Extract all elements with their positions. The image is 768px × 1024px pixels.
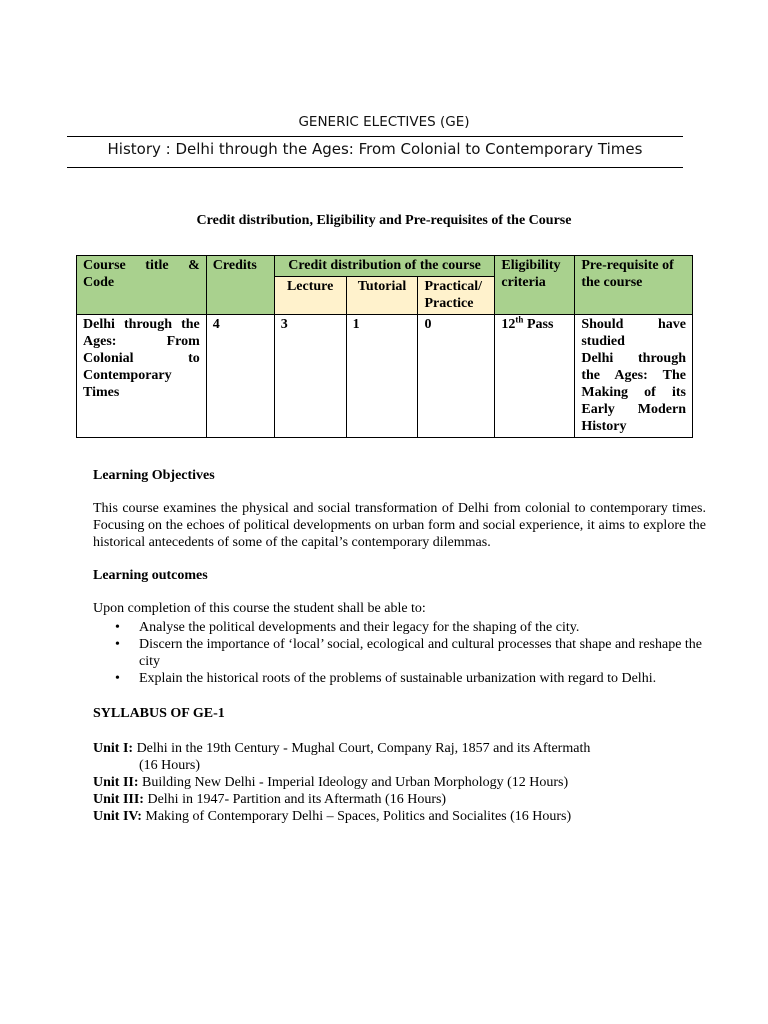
list-item <box>93 619 706 636</box>
unit-text: Delhi in 1947- Partition and its Aftermath (16 Hours) <box>143 792 447 807</box>
list-item <box>93 670 706 687</box>
course-heading: History : Delhi through the Ages: From Colonial to Contemporary Times <box>107 140 643 158</box>
prerequisite-line-1: Should have studied <box>581 317 686 349</box>
learning-outcomes-list <box>93 619 706 687</box>
cell-tutorial: 1 <box>346 315 418 438</box>
syllabus-unit-2 <box>93 774 706 791</box>
unit-text: Building New Delhi - Imperial Ideology and Urban Morphology (12 Hours) <box>138 775 569 790</box>
list-item <box>93 636 706 670</box>
cell-eligibility <box>495 315 575 438</box>
cell-prerequisite <box>575 315 693 438</box>
unit-hours: (16 Hours) <box>139 758 201 773</box>
eligibility-text: Pass <box>523 317 554 332</box>
learning-objectives-text: This course examines the physical and social transformation of Delhi from colonial to contemporary times. Focusing on the echoes of political developments on urban form and social experience, it aims to explore the historical antecedents of some of the capital’s contemporary dilemmas. <box>93 501 706 550</box>
cell-practical: 0 <box>418 315 495 438</box>
bullet-icon: • <box>115 637 120 652</box>
header-credits: Credits <box>206 256 274 315</box>
eligibility-number: 12 <box>501 317 516 332</box>
unit-text: Making of Contemporary Delhi – Spaces, Politics and Socialites (16 Hours) <box>141 809 572 824</box>
header-practical: Practical/ Practice <box>418 277 495 315</box>
credit-distribution-table <box>76 255 693 438</box>
table-row <box>77 315 693 438</box>
syllabus-heading: SYLLABUS OF GE-1 <box>93 706 225 721</box>
eligibility-superscript: th <box>515 314 524 325</box>
prerequisite-course: Delhi through the Ages: The Making of its Early Modern History <box>581 351 686 434</box>
syllabus-unit-3 <box>93 791 706 808</box>
syllabus-unit-1-hours <box>93 757 706 774</box>
cell-credits: 4 <box>206 315 274 438</box>
unit-label: Unit I: <box>93 741 134 756</box>
bullet-icon: • <box>115 620 120 635</box>
header-lecture: Lecture <box>274 277 346 315</box>
heading-top-rule <box>67 136 683 137</box>
header-eligibility: Eligibility criteria <box>495 256 575 315</box>
outcome-text: Explain the historical roots of the problems of sustainable urbanization with regard to Delhi. <box>139 671 657 686</box>
unit-label: Unit III: <box>93 792 144 807</box>
syllabus-unit-4 <box>93 808 706 825</box>
header-course-title: Course title & Code <box>77 256 207 315</box>
unit-label: Unit II: <box>93 775 139 790</box>
table-caption: Credit distribution, Eligibility and Pre-requisites of the Course <box>196 213 572 228</box>
page-heading: GENERIC ELECTIVES (GE) <box>298 114 470 130</box>
header-tutorial: Tutorial <box>346 277 418 315</box>
header-credit-distribution: Credit distribution of the course <box>274 256 495 277</box>
learning-objectives-heading: Learning Objectives <box>93 468 215 483</box>
cell-lecture: 3 <box>274 315 346 438</box>
header-prerequisite: Pre-requisite of the course <box>575 256 693 315</box>
unit-label: Unit IV: <box>93 809 142 824</box>
syllabus-unit-1 <box>93 740 706 757</box>
unit-text: Delhi in the 19th Century - Mughal Court, Company Raj, 1857 and its Aftermath <box>133 741 591 756</box>
heading-bottom-rule <box>67 167 683 168</box>
learning-outcomes-intro: Upon completion of this course the student shall be able to: <box>93 601 426 616</box>
outcome-text: Discern the importance of ‘local’ social, ecological and cultural processes that shape and reshape the city <box>139 637 703 669</box>
bullet-icon: • <box>115 671 120 686</box>
table-header-row <box>77 256 693 277</box>
learning-outcomes-heading: Learning outcomes <box>93 568 208 583</box>
cell-course-title: Delhi through the Ages: From Colonial to Contemporary Times <box>77 315 207 438</box>
outcome-text: Analyse the political developments and their legacy for the shaping of the city. <box>139 620 580 635</box>
course-content <box>93 467 706 825</box>
